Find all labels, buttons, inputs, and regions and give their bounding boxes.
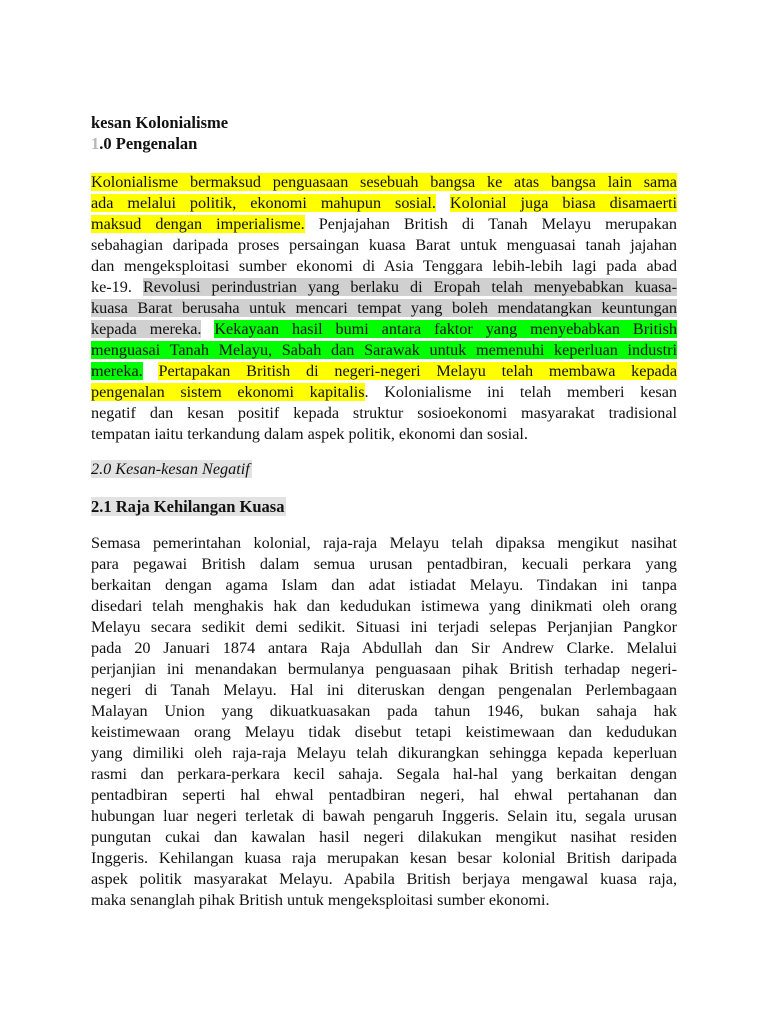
intro-text: ke-19. <box>91 278 143 296</box>
section-2-heading <box>91 459 677 480</box>
section-2-1-heading <box>91 496 677 517</box>
paragraph-line: disedari telah menghakis hak dan kedudukan istimewa yang dinikmati oleh orang <box>91 597 677 615</box>
paragraph-line: yang dimiliki oleh raja-raja Melayu telah dikurangkan sehingga kepada keperluan <box>91 744 677 762</box>
paragraph-line: pungutan cukai dan kawalan hasil negeri dilakukan mengikut nasihat residen <box>91 828 677 846</box>
intro-line <box>91 235 677 256</box>
highlighted-text-yellow: Kolonialisme bermaksud penguasaan sesebuah bangsa ke atas bangsa lain sama <box>91 173 677 191</box>
paragraph-line: aspek politik masyarakat Melayu. Apabila British berjaya mengawal kuasa raja, <box>91 870 677 888</box>
raja-paragraph <box>91 533 677 911</box>
intro-text: dan mengeksploitasi sumber ekonomi di Asia Tenggara lebih-lebih lagi pada abad <box>91 257 677 275</box>
highlighted-text-yellow: Pertapakan British di negeri-negeri Melayu telah membawa kepada <box>158 362 678 380</box>
intro-line <box>91 214 677 235</box>
intro-line <box>91 382 677 403</box>
paragraph-line: maka senanglah pihak British untuk mengeksploitasi sumber ekonomi. <box>91 891 550 909</box>
intro-line <box>91 319 677 340</box>
paragraph-line: Semasa pemerintahan kolonial, raja-raja Melayu telah dipaksa mengikut nasihat <box>91 534 677 552</box>
highlighted-text-gray: kuasa Barat berusaha untuk mencari tempat yang boleh mendatangkan keuntungan <box>91 299 677 317</box>
intro-line <box>91 172 677 193</box>
intro-text: . Kolonialisme ini telah memberi kesan <box>364 383 677 401</box>
intro-line <box>91 277 677 298</box>
intro-line <box>91 424 677 445</box>
intro-text: Penjajahan British di Tanah Melayu merupakan <box>304 215 677 233</box>
paragraph-line: pada 20 Januari 1874 antara Raja Abdullah dan Sir Andrew Clarke. Melalui <box>91 639 677 657</box>
document-title: kesan Kolonialisme <box>91 113 229 132</box>
highlighted-text-gray: Revolusi perindustrian yang berlaku di Eropah telah menyebabkan kuasa- <box>142 278 677 296</box>
intro-text <box>143 362 159 380</box>
intro-text: sebahagian daripada proses persaingan kuasa Barat untuk menguasai tanah jajahan <box>91 236 677 254</box>
paragraph-line: negeri di Tanah Melayu. Hal ini diteruskan dengan pengenalan Perlembagaan <box>91 681 677 699</box>
highlighted-text-yellow: maksud dengan imperialisme. <box>91 215 305 233</box>
section-1-heading <box>91 133 677 154</box>
section-1-number: 1 <box>91 134 100 153</box>
intro-line <box>91 361 677 382</box>
intro-line <box>91 193 677 214</box>
document-body <box>91 112 677 911</box>
highlighted-text-green: Kekayaan hasil bumi antara faktor yang menyebabkan British <box>214 320 677 338</box>
section-1-title: .0 Pengenalan <box>99 134 198 153</box>
intro-line <box>91 340 677 361</box>
intro-text <box>436 194 450 212</box>
highlighted-text-green: menguasai Tanah Melayu, Sabah dan Sarawak untuk memenuhi keperluan industri <box>91 341 677 359</box>
section-2-title: 2.0 Kesan-kesan Negatif <box>91 460 250 478</box>
paragraph-line: rasmi dan perkara-perkara kecil sahaja. Segala hal-hal yang berkaitan dengan <box>91 765 677 783</box>
highlighted-text-yellow: Kolonial juga biasa disamaerti <box>449 194 678 212</box>
highlighted-text-green: mereka. <box>91 362 143 380</box>
intro-line <box>91 256 677 277</box>
intro-text: tempatan iaitu terkandung dalam aspek politik, ekonomi dan sosial. <box>91 425 528 443</box>
paragraph-line: keistimewaan orang Melayu tidak disebut tetapi keistimewaan dan kedudukan <box>91 723 677 741</box>
paragraph-line: berkaitan dengan agama Islam dan adat istiadat Melayu. Tindakan ini tanpa <box>91 576 677 594</box>
intro-line <box>91 298 677 319</box>
paragraph-line: para pegawai British dalam semua urusan pentadbiran, kecuali perkara yang <box>91 555 677 573</box>
intro-paragraph <box>91 172 677 445</box>
highlighted-text-gray: kepada mereka. <box>91 320 202 338</box>
paragraph-line: pentadbiran seperti hal ehwal pentadbiran negeri, hal ehwal pertahanan dan <box>91 786 677 804</box>
intro-line <box>91 403 677 424</box>
section-2-1-title: 2.1 Raja Kehilangan Kuasa <box>91 497 285 516</box>
paragraph-line: Melayu secara sedikit demi sedikit. Situasi ini terjadi selepas Perjanjian Pangkor <box>91 618 677 636</box>
intro-text <box>201 320 214 338</box>
intro-text: negatif dan kesan positif kepada struktur sosioekonomi masyarakat tradisional <box>91 404 677 422</box>
paragraph-line: perjanjian ini menandakan bermulanya penguasaan pihak British terhadap negeri- <box>91 660 677 678</box>
paragraph-line: Inggeris. Kehilangan kuasa raja merupakan kesan besar kolonial British daripada <box>91 849 677 867</box>
highlighted-text-yellow: ada melalui politik, ekonomi mahupun sosial. <box>91 194 436 212</box>
highlighted-text-yellow: pengenalan sistem ekonomi kapitalis <box>91 383 365 401</box>
paragraph-line: hubungan luar negeri terletak di bawah pengaruh Inggeris. Selain itu, segala urusan <box>91 807 677 825</box>
paragraph-line: Malayan Union yang dikuatkuasakan pada tahun 1946, bukan sahaja hak <box>91 702 677 720</box>
